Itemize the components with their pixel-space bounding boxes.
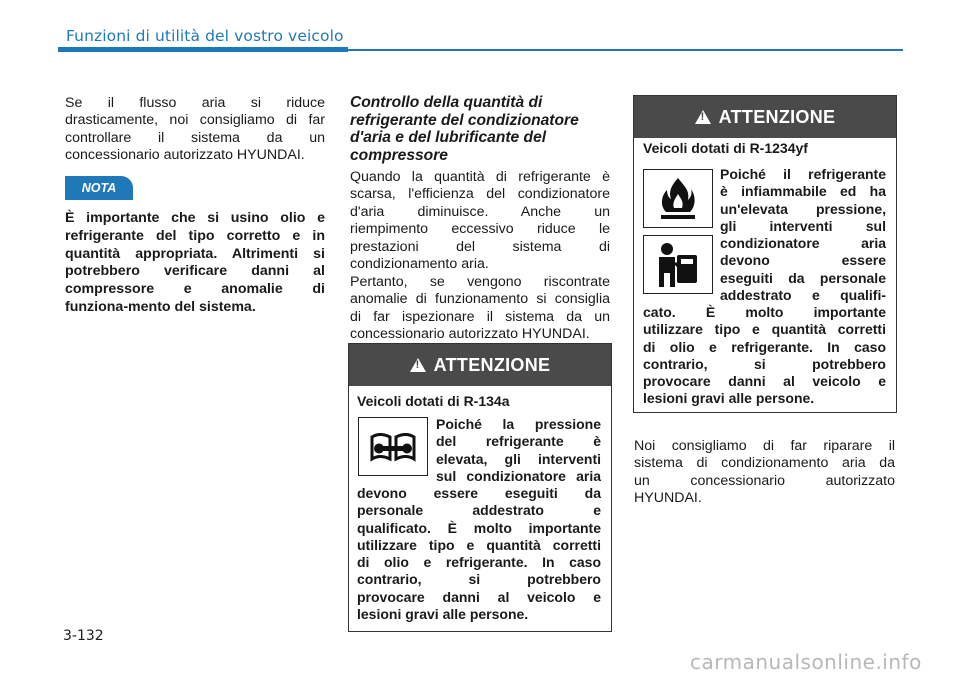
header-rule-thin [348, 49, 903, 51]
warning-triangle-icon [410, 358, 426, 372]
nota-text: È importante che si usino olio e refrigerante del tipo corretto e in quantità appropriata. Altrimenti si potrebbero verificare danni al compressore e anomalie di funziona-mento del sistema. [65, 210, 325, 315]
watermark: carmanualsonline.info [690, 650, 922, 674]
trained-technician-icon [643, 235, 713, 294]
warning-triangle-icon [695, 110, 711, 124]
section-header-title: Funzioni di utilità del vostro veicolo [66, 27, 344, 45]
inspection-paragraph: Pertanto, se vengono riscontrate anomalie di funzionamento si consiglia di far ispezionare il sistema da un concessionario autorizzato HYUNDAI. [350, 274, 610, 343]
warning-text-full: devono essere eseguiti da personale addestrato e qualificato. È molto importante utilizzare tipo e quantità corretti di olio e refrigerante. In caso contrario, si potrebbero provocare danni al veicolo e lesioni gravi alle persone. [357, 485, 601, 623]
flammable-icon [643, 169, 713, 228]
warning-text-beside-icon: Poiché il refrigerante è infiammabile ed ha un'elevata pressione, gli interventi sul condizionatore aria devono essere eseguiti da personale addestrato e qualifi- [720, 166, 886, 304]
warning-subtitle: Veicoli dotati di R-1234yf [643, 140, 808, 156]
warning-box-r1234yf [633, 95, 897, 413]
quantity-paragraph: Quando la quantità di refrigerante è scarsa, l'efficienza del condizionatore d'aria diminuisce. Anche un riempimento eccessivo riduce le prestazioni del sistema di condizionamento aria. [350, 169, 610, 273]
warning-header: ! ATTENZIONE [349, 344, 611, 386]
nota-badge: NOTA [65, 176, 133, 200]
repair-paragraph: Noi consigliamo di far riparare il sistema di condizionamento aria da un concessionario autorizzato HYUNDAI. [634, 438, 895, 507]
intro-paragraph: Se il flusso aria si riduce drasticamente, noi consigliamo di far controllare il sistema da un concessionario autorizzato HYUNDAI. [65, 95, 325, 164]
warning-box-r134a [348, 343, 612, 632]
warning-text-beside-icon: Poiché la pressione del refrigerante è elevata, gli interventi sul condizionatore aria [436, 416, 601, 484]
page-number: 3-132 [63, 628, 104, 644]
header-rule-thick [58, 47, 348, 52]
section-heading: Controllo della quantità di refrigerante del condizionatore d'aria e del lubrificante del compressore [350, 94, 579, 164]
service-manual-icon [358, 417, 428, 476]
warning-subtitle: Veicoli dotati di R-134a [357, 393, 510, 409]
warning-header: ! ATTENZIONE [634, 96, 896, 138]
warning-text-full: cato. È molto importante utilizzare tipo e quantità corretti di olio e refrigerante. In caso contrario, si potrebbero provocare danni al veicolo e lesioni gravi alle persone. [643, 304, 886, 407]
